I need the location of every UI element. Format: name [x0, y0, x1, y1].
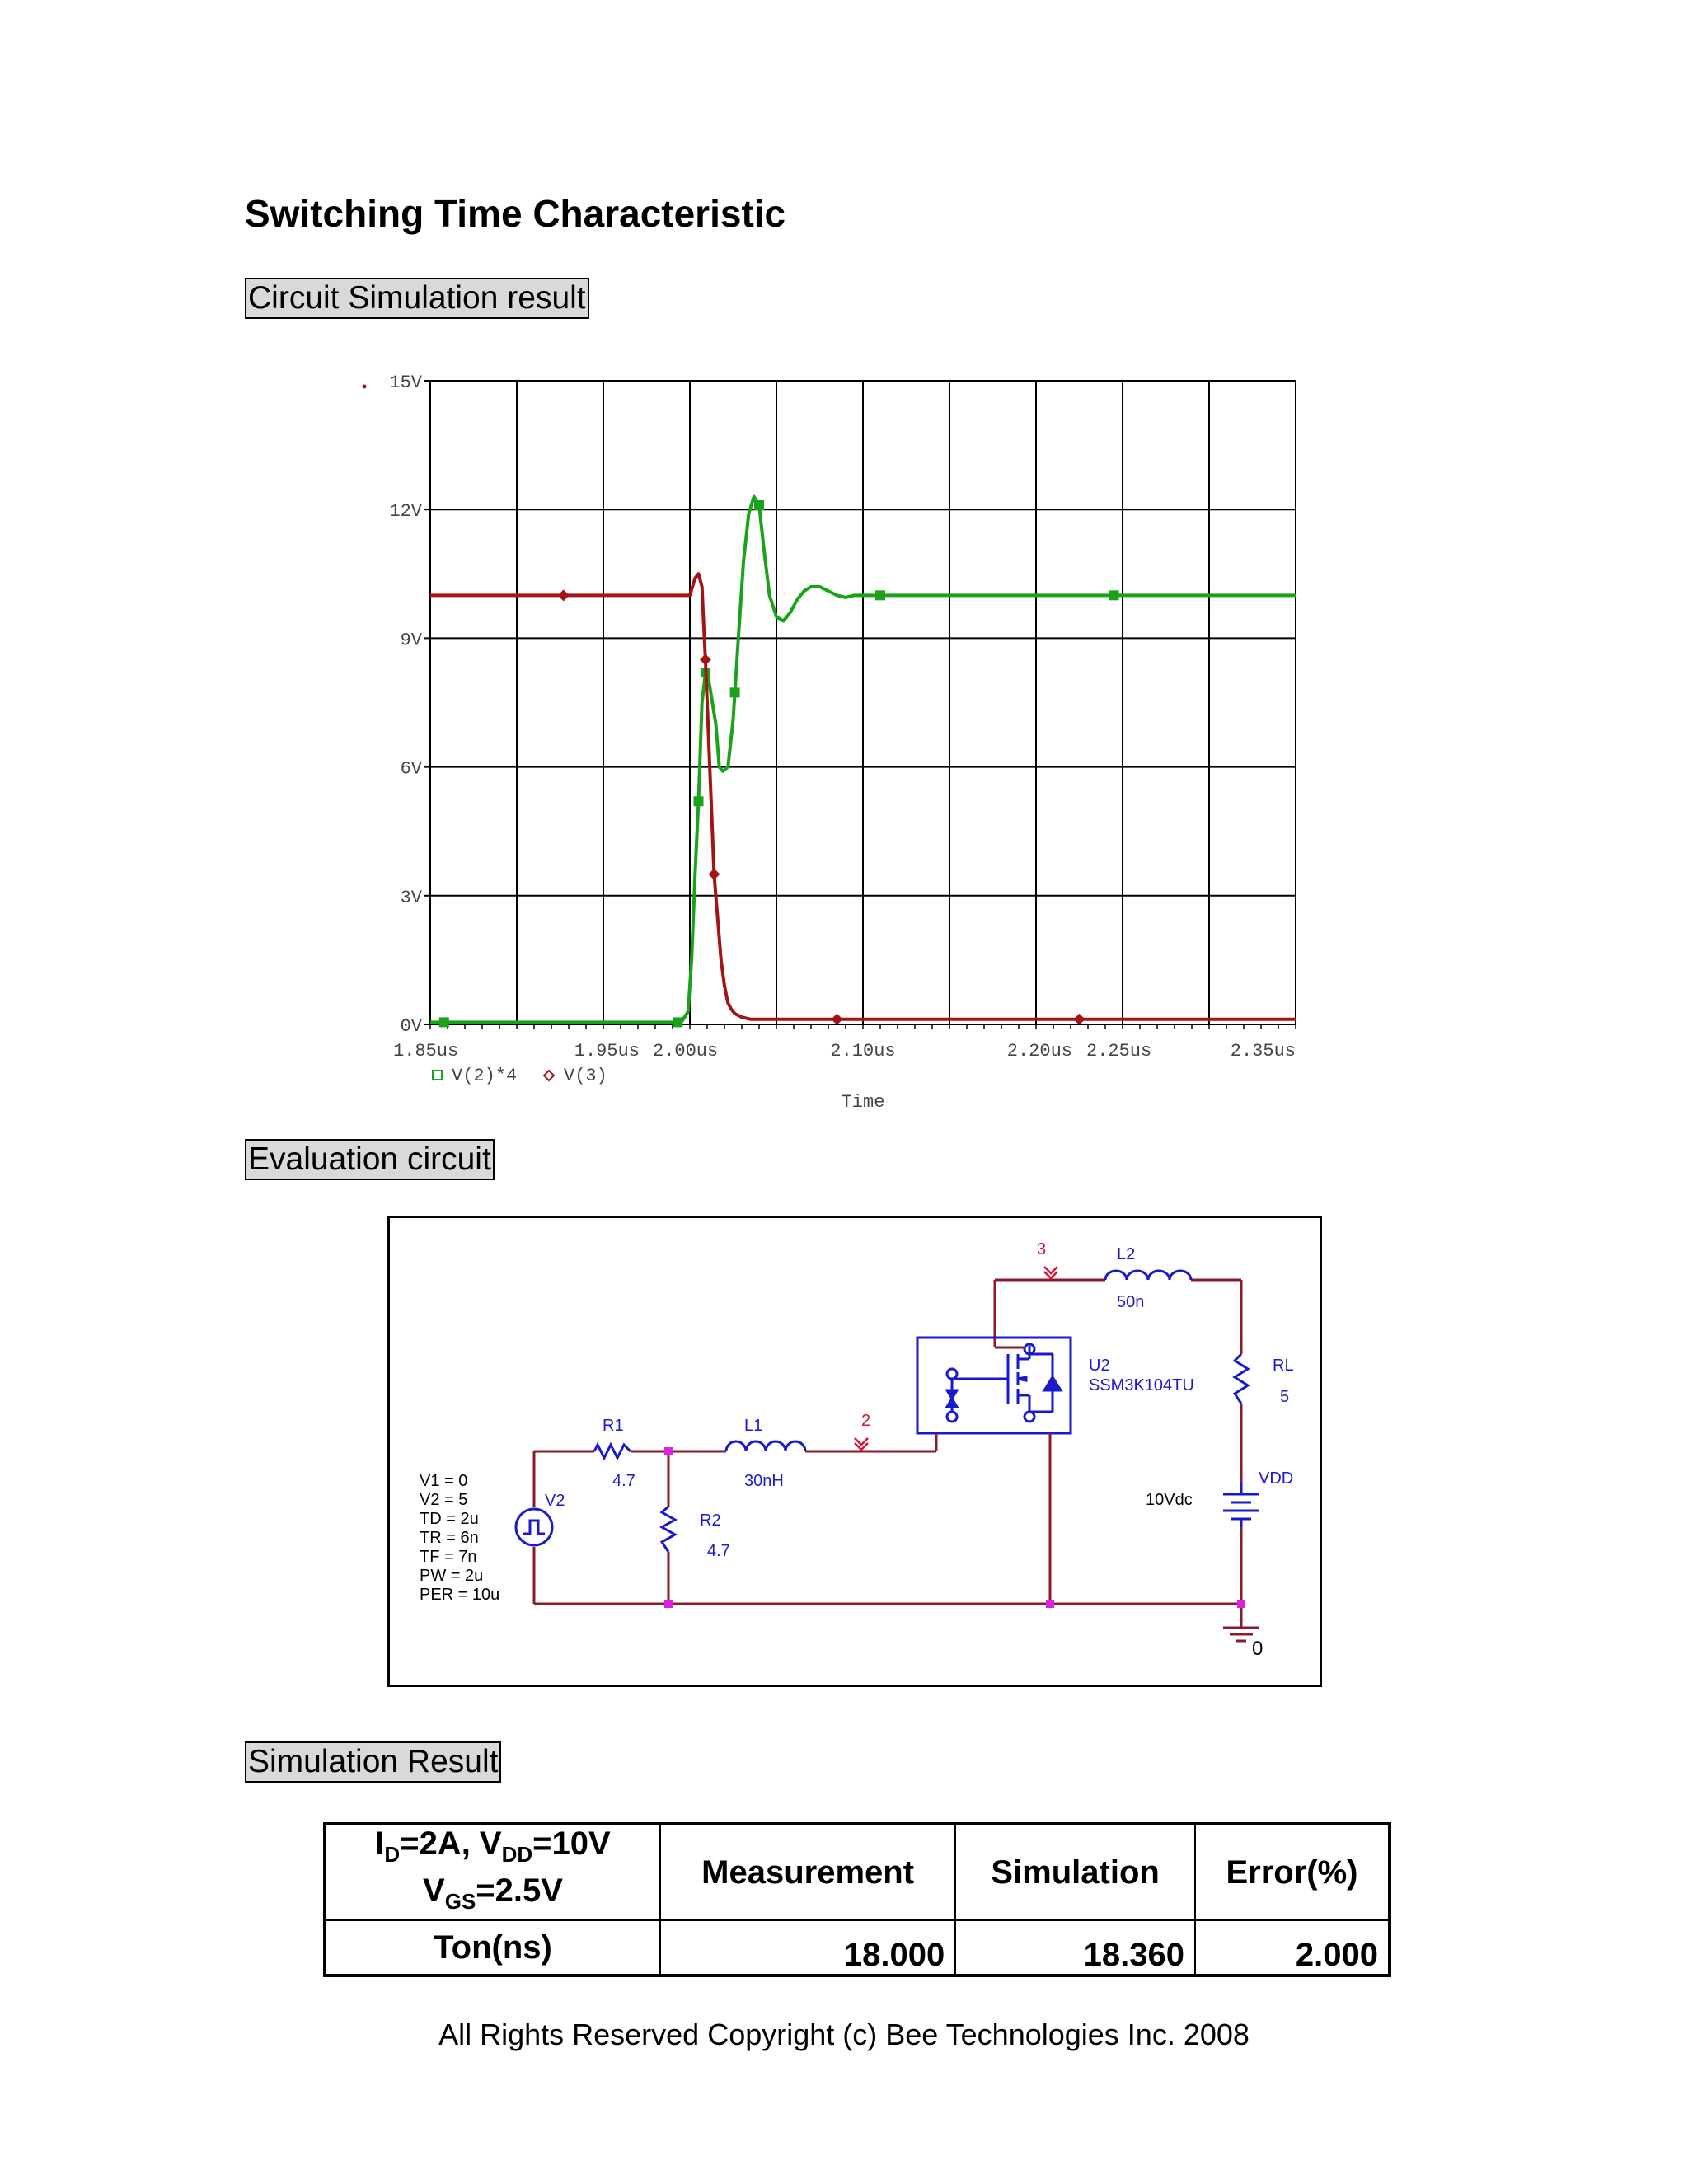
r2-resistor — [662, 1507, 675, 1552]
col-error: Error(%) — [1195, 1824, 1390, 1920]
section-label-simulation: Circuit Simulation result — [245, 278, 589, 319]
u2-name: U2 — [1089, 1357, 1110, 1375]
rl-value: 5 — [1280, 1388, 1290, 1406]
table-row — [325, 1920, 1390, 1975]
l1-value: 30nH — [744, 1472, 784, 1490]
r1-resistor — [594, 1445, 631, 1458]
plot-origin-dot — [363, 385, 367, 389]
r1-value: 4.7 — [612, 1472, 635, 1490]
r2-value: 4.7 — [707, 1542, 730, 1560]
condition-cell: $I_D=2A$, $V_{DD}=10V$ $V_{GS}=2.5V$ — [325, 1824, 660, 1920]
chart-legend — [433, 1066, 607, 1086]
r1-name: R1 — [603, 1417, 624, 1435]
l2-value: 50n — [1117, 1293, 1145, 1311]
v2-param: PW = 2u — [420, 1567, 484, 1585]
l2-inductor — [1105, 1271, 1191, 1280]
legend-label-v2x4: V(2)*4 — [452, 1066, 518, 1086]
series-marker-square — [730, 687, 740, 697]
series-marker-square — [1109, 590, 1119, 600]
node2-label: 2 — [861, 1412, 871, 1430]
v2-param: V2 = 5 — [420, 1491, 468, 1509]
v2-param: TF = 7n — [420, 1548, 477, 1566]
series-marker-square — [439, 1017, 449, 1027]
measurement-value: 18.000 — [660, 1920, 955, 1975]
legend-label-v3: V(3) — [564, 1066, 607, 1086]
col-simulation: Simulation — [955, 1824, 1195, 1920]
circuit-components — [516, 1271, 1259, 1552]
rl-resistor — [1235, 1354, 1248, 1404]
x-tick-label: 1.95us — [574, 1041, 640, 1062]
x-tick-label: 2.00us — [653, 1041, 719, 1062]
legend-marker-diamond — [544, 1071, 554, 1080]
v2-name: V2 — [545, 1492, 565, 1510]
table-header-row — [325, 1824, 1390, 1920]
series-marker-square — [673, 1017, 682, 1027]
simulation-value: 18.360 — [955, 1920, 1195, 1975]
v2-param: TD = 2u — [420, 1510, 479, 1528]
row-label: Ton(ns) — [325, 1920, 660, 1975]
error-value: 2.000 — [1195, 1920, 1390, 1975]
results-table — [323, 1822, 1391, 1977]
r2-name: R2 — [700, 1511, 721, 1530]
v2-param: TR = 6n — [420, 1529, 479, 1547]
vdd-name: VDD — [1259, 1469, 1294, 1488]
v2-source — [516, 1509, 552, 1545]
ground-label: 0 — [1252, 1638, 1264, 1660]
v2-param: PER = 10u — [420, 1586, 500, 1604]
y-tick-label: 0V — [400, 1016, 422, 1037]
legend-marker-square — [433, 1071, 442, 1080]
circuit-wires — [534, 1280, 1241, 1628]
vdd-value: 10Vdc — [1146, 1491, 1193, 1509]
v2-parameters — [420, 1472, 499, 1604]
x-tick-label: 2.35us — [1230, 1041, 1296, 1062]
u2-part: SSM3K104TU — [1089, 1376, 1194, 1394]
x-tick-label: 1.85us — [393, 1041, 459, 1062]
l2-name: L2 — [1117, 1245, 1136, 1263]
series-marker-square — [754, 500, 764, 510]
page-title: Switching Time Characteristic — [245, 192, 786, 235]
l1-inductor — [726, 1441, 805, 1451]
vdd-battery — [1223, 1482, 1259, 1527]
col-measurement: Measurement — [660, 1824, 955, 1920]
y-tick-label: 9V — [400, 630, 422, 651]
series-marker-diamond — [1074, 1014, 1085, 1025]
series-marker-diamond — [700, 654, 711, 665]
rl-name: RL — [1273, 1357, 1294, 1375]
x-tick-label: 2.10us — [830, 1041, 896, 1062]
node3-label: 3 — [1037, 1240, 1047, 1258]
y-tick-label: 15V — [389, 373, 422, 393]
evaluation-circuit — [387, 1216, 1322, 1687]
y-tick-label: 12V — [389, 501, 422, 523]
chart-grid — [430, 381, 1296, 1024]
series-marker-diamond — [708, 869, 720, 880]
series-marker-square — [875, 590, 885, 600]
x-axis-label: Time — [841, 1092, 885, 1113]
series-marker-diamond — [558, 589, 570, 601]
series-marker-square — [694, 796, 704, 806]
l1-name: L1 — [744, 1417, 763, 1435]
x-tick-label: 2.25us — [1086, 1041, 1152, 1062]
v2-param: V1 = 0 — [420, 1472, 468, 1490]
y-tick-label: 3V — [400, 887, 422, 908]
y-tick-label: 6V — [400, 758, 422, 780]
section-label-evaluation: Evaluation circuit — [245, 1139, 495, 1180]
chart-axis-ticks — [389, 373, 1296, 1113]
series-marker-diamond — [832, 1014, 843, 1025]
section-label-result: Simulation Result — [245, 1741, 501, 1783]
x-tick-label: 2.20us — [1006, 1041, 1072, 1062]
copyright-footer: All Rights Reserved Copyright (c) Bee Technologies Inc. 2008 — [438, 2018, 1250, 2051]
